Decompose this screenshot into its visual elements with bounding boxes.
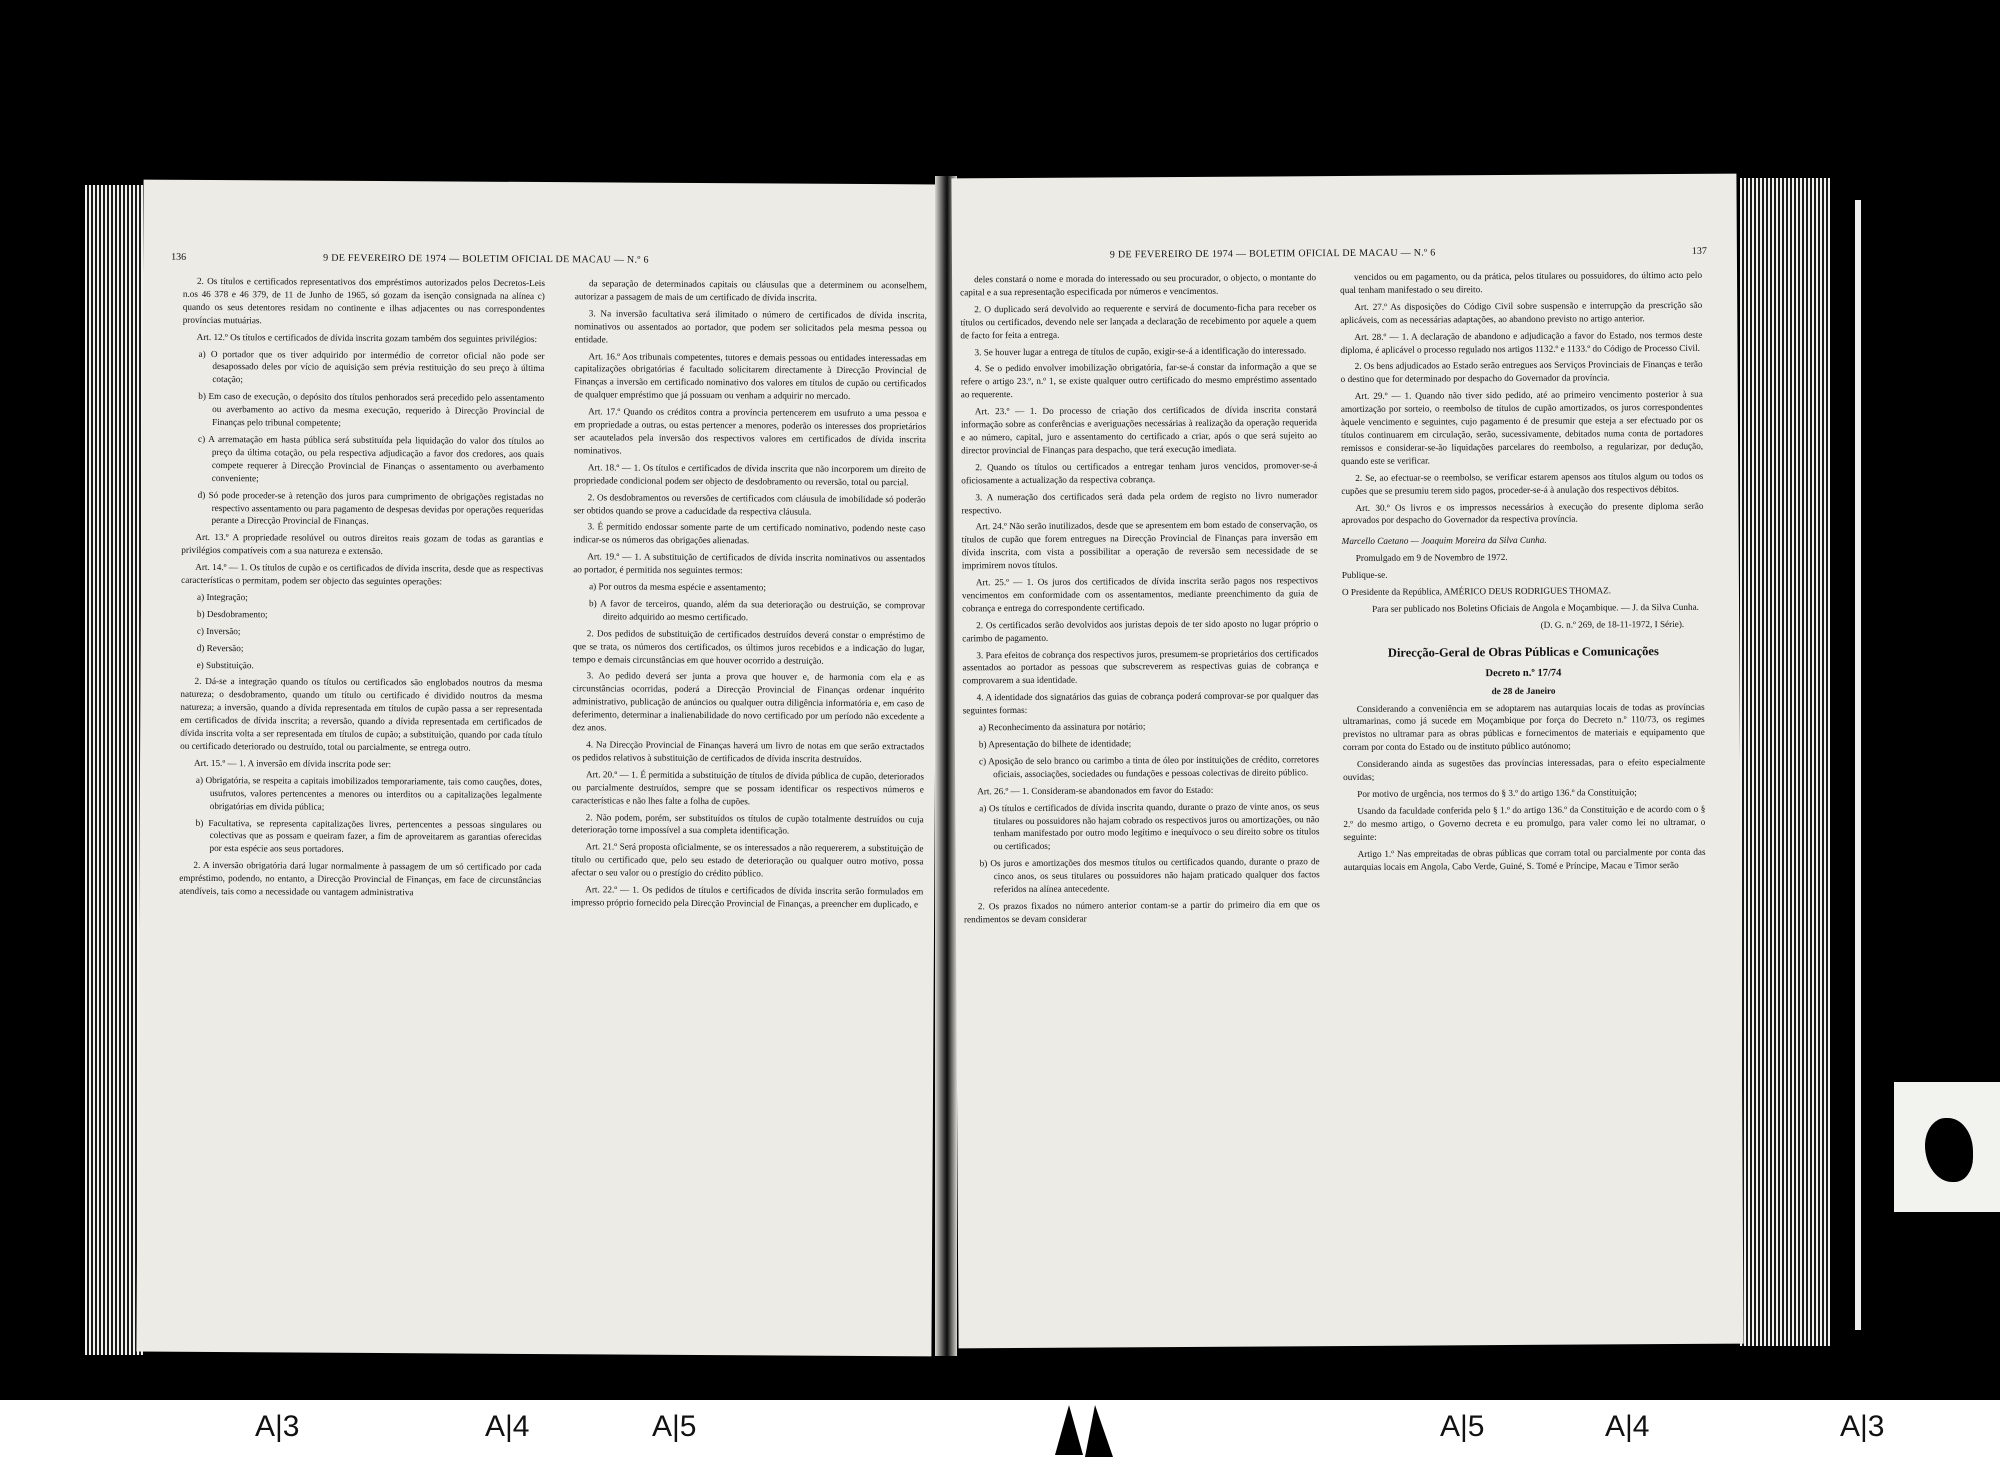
- paragraph: a) Os títulos e certificados de dívida inscrita quando, durante o prazo de vinte anos, os seus titulares ou possuidores não hajam cobrado os respectivos juros ou amortizações, ou não tenham manifestado por outro modo legítimo e inequívoco o seu direito sobre os títulos ou certificados;: [979, 800, 1320, 852]
- paragraph: 2. Não podem, porém, ser substituídos os títulos de cupão totalmente destruídos ou cuja deterioração torne impossível a sua completa identificação.: [571, 811, 924, 836]
- paragraph: c) A arrematação em hasta pública será substituída pela liquidação do valor dos títulos ao preço da última cotação, ou pela respectiva adjudicação a favor dos credores, aos quais compete requerer à Direcção Provincial de Finanças o assentamento ou averbamento conveniente;: [197, 433, 545, 483]
- paragraph: a) Por outros da mesma espécie e assentamento;: [589, 581, 766, 593]
- paragraph: a) Reconhecimento da assinatura por notário;: [978, 721, 1146, 733]
- paragraph: c) Inversão;: [196, 625, 241, 636]
- left-page: [136, 180, 938, 1357]
- paragraph: b) Facultativa, se representa capitalizações livres, pertencentes a pessoas singulares ou colectivas que as possam e queiram fazer, a fim de aproveitarem as garantias oferecidas por esta espécie aos seus portadores.: [195, 817, 542, 855]
- paragraph: 4. A identidade dos signatários das guias de cobrança poderá comprovar-se por qualquer das seguintes formas:: [962, 690, 1319, 716]
- paragraph: Art. 29.º — 1. Quando não tiver sido pedido, até ao primeiro vencimento posterior à sua amortização por sorteio, o reembolso de títulos de cupão amortizados, os juros correspondentes àquele vencimento e seguintes, cujo pagamento é de presumir que esteja a ser efectuado por os títulos continuarem em circulação, serão, sucessivamente, debitados numa conta de portadores remissos e considerar-se-ão liquidações parcelares do reembolso, a regularizar, por dedução, quando este se verificar.: [1340, 389, 1704, 466]
- paragraph: 3. É permitido endossar somente parte de um certificado nominativo, podendo neste caso indicar-se os números das obrigações alienadas.: [573, 521, 926, 546]
- frame-mark: A|5: [1440, 1410, 1485, 1443]
- publish-note: Para ser publicado nos Boletins Oficiais de Angola e Moçambique. — J. da Silva Cunha.: [1372, 601, 1699, 614]
- illegible-stamp: Original ilegível: [1915, 792, 1937, 930]
- paragraph: 3. A numeração dos certificados será dada pela ordem de registo no livro numerador respectivo.: [961, 489, 1318, 515]
- paragraph: Art. 15.º — 1. A inversão em dívida inscrita pode ser:: [193, 757, 392, 770]
- paragraph: a) Obrigatória, se respeita a capitais imobilizados temporariamente, tais como cauções, dotes, usufrutos, valores pertencentes a menores ou interditos ou a capitalizações legalmente obrigatórias em dívida pública;: [195, 774, 542, 812]
- publish-line: Publique-se.: [1341, 569, 1388, 581]
- paragraph: b) Em caso de execução, o depósito dos títulos penhorados será precedido pelo assentamento ou averbamento ao activo da mesma execução, requerido à Direcção Provincial de Finanças pelo tribunal competente;: [198, 391, 545, 428]
- frame-mark: A|5: [652, 1410, 697, 1443]
- paragraph: 2. Se, ao efectuar-se o reembolso, se verificar estarem apensos aos títulos algum ou todos os cupões que se presumiu terem sido pagos, proceder-se-á à anulação dos respectivos débitos.: [1341, 470, 1704, 496]
- frame-mark: A|3: [255, 1410, 300, 1443]
- page-number-right: 137: [1691, 245, 1707, 257]
- frame-mark: A|3: [1840, 1410, 1885, 1443]
- paragraph: 2. Dá-se a integração quando os títulos ou certificados são englobados noutros da mesma natureza; o desdobramento, quando um título ou certificado é dividido noutros da mesma natureza; a inversão, quando a dívida representada em títulos de cupão passa a ser representada em certificados de dívida inscrita; a reversão, quando a dívida representada em certificados de dívida inscrita volta a ser representada em títulos de cupão; a substituição, quando por cada título ou certificado deteriorado ou destruído, total ou parcialmente, se entrega outro.: [180, 676, 543, 753]
- paragraph: 2. Os desdobramentos ou reversões de certificados com cláusula de imobilidade só poderão ser obtidos quando se prove a caducidade da respectiva cláusula.: [573, 491, 926, 517]
- paragraph: 2. Os prazos fixados no número anterior contam-se a partir do primeiro dia em que os rendimentos se devam considerar: [963, 899, 1320, 925]
- paragraph: Art. 16.º Aos tribunais competentes, tutores e demais pessoas ou entidades interessadas em capitalizações obrigatórias é facultado solicitarem directamente à Direcção Provincial de Finanças a inversão em certificado nominativo dos valores em títulos de cupão ou certificados de qualquer empréstimo que já possuam ou venham a adquirir no mercado.: [574, 350, 927, 402]
- page-edges-right: [1740, 178, 1830, 1346]
- paragraph: c) Aposição de selo branco ou carimbo a tinta de óleo por instituições de crédito, corretores oficiais, associações, sociedades ou fundações e pessoas colectivas de direito público.: [978, 754, 1320, 779]
- left-column-1: [179, 275, 545, 904]
- paragraph: Art. 22.º — 1. Os pedidos de títulos e certificados de dívida inscrita serão formulados em impresso próprio fornecido pela Direcção Provincial de Finanças, a preencher em duplicado, e: [571, 884, 924, 910]
- running-head-right: 9 DE FEVEREIRO DE 1974 — BOLETIM OFICIAL DE MACAU — N.º 6: [1109, 247, 1436, 261]
- paragraph: 4. Se o pedido envolver imobilização obrigatória, far-se-á constar da informação a que se refere o artigo 23.º, n.º 1, se existe qualquer outro certificado do mesmo empréstimo assentado ao requerente.: [960, 361, 1317, 400]
- paragraph: d) Só pode proceder-se à retenção dos juros para cumprimento de obrigações registadas no respectivo assentamento ou para pagamento de despesas devidas por operações requeridas perante a Direcção Provincial de Finanças.: [197, 489, 544, 527]
- paragraph: Usando da faculdade conferida pelo § 1.º do artigo 136.º da Constituição e de acordo com o § 2.º do mesmo artigo, o Governo decreta e eu promulgo, para valer como lei no ultramar, o seguinte:: [1343, 803, 1706, 842]
- film-notch-2: [1085, 1405, 1113, 1457]
- frame-mark: A|4: [485, 1410, 530, 1443]
- paragraph: b) Desdobramento;: [196, 608, 268, 620]
- right-column-1: [960, 271, 1320, 930]
- paragraph: Art. 12.º Os títulos e certificados de dívida inscrita gozam também dos seguintes privilégios:: [196, 331, 538, 344]
- paragraph: 3. Ao pedido deverá ser junta a prova que houver e, de harmonia com ela e as circunstâncias ocorridas, poderá a Direcção Provincial de Finanças ordenar inquérito administrativo, publicação de anúncios ou qualquer outra diligência informatória e, em caso de deferimento, determinar a inalienabilidade do novo certificado por um período não excedente a dez anos.: [572, 670, 925, 733]
- right-column-2: [1340, 269, 1706, 878]
- paragraph: Art. 13.º A propriedade resolúvel ou outros direitos reais gozam de todas as garantias e privilégios compatíveis com a sua natureza e extensão.: [181, 532, 544, 557]
- paragraph: Art. 25.º — 1. Os juros dos certificados de dívida inscrita serão pagos nos respectivos vencimentos em conformidade com os assentamentos, mediante preenchimento da guia de cobrança e entrega do correspondente certificado.: [961, 575, 1319, 614]
- paragraph: Art. 27.º As disposições do Código Civil sobre suspensão e interrupção da prescrição são aplicáveis, com as necessárias adaptações, ao abandono previsto no artigo anterior.: [1340, 299, 1703, 325]
- paragraph: b) Apresentação do bilhete de identidade;: [978, 738, 1132, 750]
- paragraph: vencidos ou em pagamento, ou da prática, pelos titulares ou possuidores, do último acto pelo qual tenham manifestado o seu direito.: [1340, 269, 1703, 295]
- paragraph: 2. Os títulos e certificados representativos dos empréstimos autorizados pelos Decretos-Leis n.os 46 378 e 46 379, de 11 de Junho de 1965, só gozam da isenção consignada na alínea c) quando os seus detentores residam no continente e ilhas adjacentes ou nas correspondentes províncias mutuárias.: [182, 275, 545, 326]
- promulgated-line: Promulgado em 9 de Novembro de 1972.: [1355, 552, 1508, 564]
- left-column-2: [571, 277, 927, 915]
- section-heading: Direcção-Geral de Obras Públicas e Comunicações: [1387, 643, 1659, 660]
- paragraph: Art. 14.º — 1. Os títulos de cupão e os certificados de dívida inscrita, desde que as respectivas características o permitam, podem ser objecto das seguintes operações:: [181, 562, 544, 587]
- paragraph: Art. 20.º — 1. É permitida a substituição de títulos de dívida pública de cupão, deteriorados ou parcialmente destruídos, sempre que se possam identificar os respectivos números e características e não lhes falte a folha de cupões.: [571, 769, 924, 806]
- paragraph: b) A favor de terceiros, quando, além da sua deterioração ou destruição, se comprovar direito adquirido ao mesmo certificado.: [588, 598, 926, 623]
- paragraph: a) O portador que os tiver adquirido por intermédio de corretor oficial não pode ser desapossado deles por vício de aquisição sem prévia restituição do seu preço à última cotação;: [198, 348, 545, 385]
- paragraph: da separação de determinados capitais ou cláusulas que a determinem ou aconselhem, autorizar a passagem de mais de um certificado de dívida inscrita.: [574, 278, 927, 303]
- page-number-left: 136: [171, 251, 187, 263]
- paragraph: 2. Os bens adjudicados ao Estado serão entregues aos Serviços Provinciais de Finanças e terão o destino que for determinado por despacho do Governador da província.: [1340, 359, 1703, 385]
- paragraph: Considerando a conveniência em se adoptarem nas autarquias locais de todas as províncias ultramarinas, como já sucede em Moçambique por força do Decreto n.º 110/73, os regimes previstos no ultramar para as obras públicas e fornecimentos de materiais e equipamento que corram por conta do Estado ou de instituto público autónomo;: [1342, 701, 1705, 753]
- paragraph: 3. Se houver lugar a entrega de títulos de cupão, exigir-se-á a identificação do interessado.: [974, 344, 1307, 357]
- paragraph: Art. 24.º Não serão inutilizados, desde que se apresentem em bom estado de conservação, os títulos de cupão que forem entregues na Direcção Provincial de Finanças para inversão em dívida inscrita, com vista a possibilitar a operação de reversão sem necessidade de se imprimirem novos títulos.: [961, 519, 1318, 571]
- right-page: [951, 174, 1743, 1349]
- paragraph: 3. Na inversão facultativa será ilimitado o número de certificados de dívida inscrita, nominativos ou assentados ao portador, que podem ser solicitados pela mesma pessoa ou entidade.: [574, 308, 927, 345]
- running-head-left: 9 DE FEVEREIRO DE 1974 — BOLETIM OFICIAL DE MACAU — N.º 6: [323, 252, 649, 266]
- paragraph: 2. Quando os títulos ou certificados a entregar tenham juros vencidos, promover-se-á oficiosamente a actualização da respectiva cobrança.: [961, 459, 1318, 486]
- frame-mark: A|4: [1605, 1410, 1650, 1443]
- paragraph: Art. 26.º — 1. Consideram-se abandonados em favor do Estado:: [977, 784, 1214, 796]
- signature-line: Marcello Caetano — Joaquim Moreira da Silva Cunha.: [1341, 535, 1547, 547]
- paragraph: Art. 21.º Será proposta oficialmente, se os interessados a não requererem, a substituição de título ou certificado que, pelo seu estado de deterioração ou qualquer outro motivo, possa afectar o seu valor ou o prestígio do crédito público.: [571, 841, 924, 879]
- paragraph: 2. O duplicado será devolvido ao requerente e servirá de documento-ficha para receber os títulos ou certificados, devendo nele ser lançada a declaração de recebimento por aquele a quem de facto for feita a entrega.: [960, 301, 1317, 340]
- paragraph: Artigo 1.º Nas empreitadas de obras públicas que corram total ou parcialmente por conta das autarquias locais em Angola, Cabo Verde, Guiné, S. Tomé e Príncipe, Macau e Timor serão: [1343, 846, 1706, 872]
- paragraph: 2. A inversão obrigatória dará lugar normalmente à passagem de um só certificado por cada empréstimo, podendo, no entanto, a Direcção Provincial de Finanças, em face de circunstâncias atendíveis, tais como a necessidade ou vantagem administrativa: [179, 860, 542, 898]
- paragraph: e) Substituição.: [196, 659, 254, 670]
- paragraph: 4. Na Direcção Provincial de Finanças haverá um livro de notas em que serão extractados os pedidos relativos à substituição de certificados de dívida inscrita destruídos.: [572, 739, 925, 764]
- paragraph: Art. 18.º — 1. Os títulos e certificados de dívida inscrita que não incorporem um direito de propriedade condicional podem ser objecto de desdobramento ou reversão, total ou parcial.: [573, 462, 926, 487]
- paragraph: 3. Para efeitos de cobrança dos respectivos juros, presumem-se proprietários dos certificados assentados ao portador as pessoas que subscreverem as respectivas guias de cobrança e comprovarem a sua identidade.: [962, 647, 1319, 686]
- paragraph: Art. 17.º Quando os créditos contra a província pertencerem em usufruto a uma pessoa e em propriedade a outras, ou estas pertencer a menores, poderão os interesses dos proprietários ser acautelados pela inversão dos respectivos valores em certificados de dívida inscrita nominativos.: [573, 406, 927, 456]
- film-notch: [1055, 1405, 1083, 1455]
- film-strip: [0, 1400, 2000, 1458]
- paragraph: Art. 28.º — 1. A declaração de abandono e adjudicação a favor do Estado, nos termos deste diploma, é aplicável o processo regulado nos artigos 1132.º e 1133.º do Código de Processo Civil.: [1340, 329, 1703, 355]
- paragraph: Considerando ainda as sugestões das províncias interessadas, para o efeito especialmente ouvidas;: [1343, 757, 1706, 783]
- decree-title: Decreto n.º 17/74: [1485, 667, 1562, 679]
- paragraph: deles constará o nome e morada do interessado ou seu procurador, o objecto, o montante do capital e a sua representação especificada por números e vencimentos.: [960, 272, 1317, 298]
- page-edges-left: [85, 185, 143, 1355]
- paragraph: 2. Dos pedidos de substituição de certificados destruídos deverá constar o empréstimo de que se trata, os números dos certificados, os últimos juros recebidos e a indicação do lugar, tempo e demais circunstâncias em que houver ocorrido a destruição.: [572, 628, 925, 666]
- president-line: O Presidente da República, AMÉRICO DEUS RODRIGUES THOMAZ.: [1341, 585, 1612, 598]
- paragraph: Art. 23.º — 1. Do processo de criação dos certificados de dívida inscrita constará informação sobre as conferências e averiguações necessárias à realização da operação requerida e ao número, capital, juro e assentamento do certificado a criar, após o que será sujeito ao director provincial de Finanças para despacho, que terá execução imediata.: [960, 404, 1318, 456]
- paragraph: Art. 30.º Os livros e os impressos necessários à execução do presente diploma serão aprovados por despacho do Governador da respectiva província.: [1341, 500, 1704, 526]
- paragraph: Art. 19.º — 1. A substituição de certificados de dívida inscrita nominativos ou assentados ao portador, é permitida nos seguintes termos:: [573, 551, 926, 576]
- paragraph: 2. Os certificados serão devolvidos aos juristas depois de ter sido aposto no lugar próprio o carimbo de pagamento.: [962, 617, 1319, 644]
- paragraph: d) Reversão;: [196, 642, 244, 653]
- paragraph: Por motivo de urgência, nos termos do § 3.º do artigo 136.º da Constituição;: [1357, 787, 1637, 799]
- paragraph: a) Integração;: [197, 591, 248, 603]
- decree-date: de 28 de Janeiro: [1491, 685, 1556, 696]
- dg-reference: (D. G. n.º 269, de 18-11-1972, I Série).: [1540, 618, 1685, 630]
- paragraph: b) Os juros e amortizações dos mesmos títulos ou certificados quando, durante o prazo de cinco anos, os seus titulares ou possuidores não hajam praticado qualquer dos factos referidos na alínea antecedente.: [979, 856, 1320, 895]
